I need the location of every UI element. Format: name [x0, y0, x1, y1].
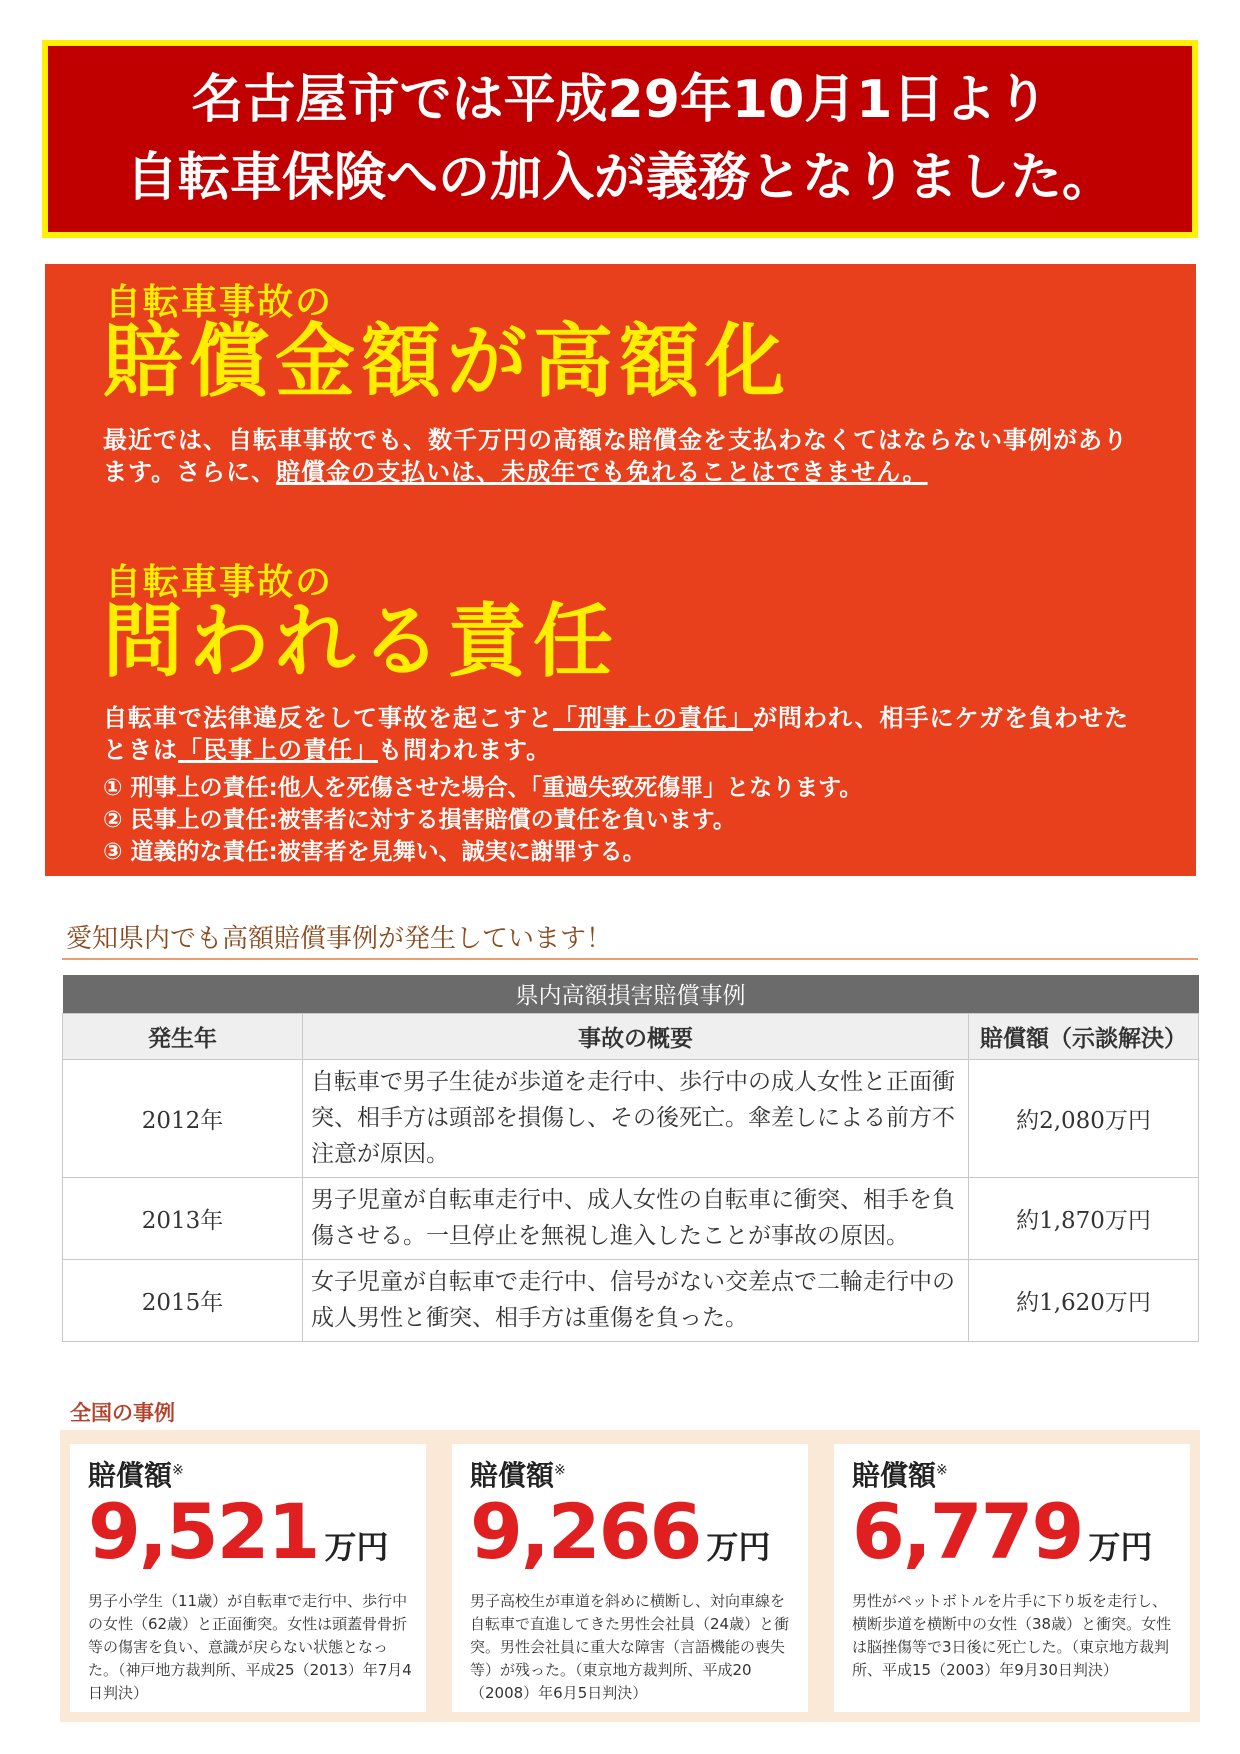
case-description: 男子小学生（11歳）が自転車で走行中、歩行中の女性（62歳）と正面衝突。女性は頭蓋骨骨折等の傷害を負い、意識が戻らない状態となった。（神戸地方裁判所、平成25（2013）年7月4日判決）: [88, 1592, 412, 1702]
case-label-text: 賠償額: [470, 1459, 555, 1492]
table-row: [63, 1059, 1199, 1177]
damages-table: [62, 975, 1199, 1342]
case-amount-unit: 万円: [706, 1528, 771, 1566]
national-cases-title: 全国の事例: [70, 1401, 175, 1425]
row-description: 女子児童が自転車で走行中、信号がない交差点で二輪走行中の成人男性と衝突、相手方は重傷を負った。: [303, 1259, 969, 1341]
paragraph-1-emphasis: 賠償金の支払いは、未成年でも免れることはできません。: [276, 458, 928, 486]
panel-heading-1: 賠償金額が高額化: [103, 315, 791, 408]
responsibility-item-2: ② 民事上の責任:被害者に対する損害賠償の責任を負います。: [103, 807, 736, 833]
criminal-liability-emphasis: 「刑事上の責任」: [553, 704, 753, 732]
section-divider: [62, 958, 1198, 960]
national-cases: [60, 1430, 1200, 1722]
panel-subheading-1: 自転車事故の: [105, 282, 334, 323]
case-amount-value: 9,266: [470, 1487, 701, 1576]
case-description: 男子高校生が車道を斜めに横断し、対向車線を自転車で直進してきた男性会社員（24歳）と衝突。男性会社員に重大な障害（言語機能の喪失等）が残った。（東京地方裁判所、平成20（2008）年6月5日判決）: [470, 1592, 790, 1702]
case-amount: [852, 1487, 1153, 1576]
row-amount: 約2,080万円: [969, 1059, 1199, 1177]
table-row: [63, 1177, 1199, 1259]
civil-liability-emphasis: 「民事上の責任」: [178, 736, 378, 764]
case-amount-unit: 万円: [324, 1528, 389, 1566]
case-amount-value: 6,779: [852, 1487, 1083, 1576]
case-card: [70, 1444, 426, 1712]
table-row: [63, 1259, 1199, 1341]
panel-paragraph-1: [103, 424, 1143, 488]
case-label-text: 賠償額: [88, 1459, 173, 1492]
note-mark: ※: [936, 1462, 948, 1479]
case-card: [834, 1444, 1190, 1712]
row-description: 男子児童が自転車走行中、成人女性の自転車に衝突、相手を負傷させる。一旦停止を無視し進入したことが事故の原因。: [303, 1177, 969, 1259]
row-year: 2012年: [63, 1059, 303, 1177]
case-amount: [470, 1487, 771, 1576]
paragraph-2-text-a: 自転車で法律違反をして事故を起こすと: [103, 704, 553, 732]
row-description: 自転車で男子生徒が歩道を走行中、歩行中の成人女性と正面衝突、相手方は頭部を損傷し、その後死亡。傘差しによる前方不注意が原因。: [303, 1059, 969, 1177]
table-caption: 県内高額損害賠償事例: [63, 975, 1199, 1013]
banner-line-1: 名古屋市では平成29年10月1日より: [191, 70, 1049, 130]
panel-paragraph-2: [103, 702, 1143, 766]
panel-heading-2: 問われる責任: [103, 595, 619, 688]
note-mark: ※: [554, 1462, 566, 1479]
paragraph-1-text: 最近では、自転車事故でも、数千万円の高額な賠償金を支払わなくてはならない事例があります。さらに、: [103, 426, 1128, 486]
info-panel: [45, 264, 1196, 876]
column-header-summary: 事故の概要: [303, 1013, 969, 1059]
responsibility-item-3: ③ 道義的な責任:被害者を見舞い、誠実に謝罪する。: [103, 839, 646, 865]
header-banner: [42, 40, 1198, 238]
paragraph-2-text-c: が問われ、相手にケガを負わせたときは: [103, 704, 1129, 764]
banner-line-2: 自転車保険への加入が義務となりました。: [125, 148, 1114, 208]
row-amount: 約1,620万円: [969, 1259, 1199, 1341]
section-title: 愛知県内でも高額賠償事例が発生しています！: [66, 924, 613, 954]
case-card: [452, 1444, 808, 1712]
case-description: 男性がペットボトルを片手に下り坂を走行し、横断歩道を横断中の女性（38歳）と衝突。女性は脳挫傷等で3日後に死亡した。（東京地方裁判所、平成15（2003）年9月30日判決）: [852, 1592, 1172, 1679]
case-amount-value: 9,521: [88, 1487, 319, 1576]
column-header-year: 発生年: [63, 1013, 303, 1059]
case-amount: [88, 1487, 389, 1576]
note-mark: ※: [172, 1462, 184, 1479]
panel-subheading-2: 自転車事故の: [105, 562, 334, 603]
column-header-amount: 賠償額（示談解決）: [969, 1013, 1199, 1059]
case-amount-unit: 万円: [1088, 1528, 1153, 1566]
paragraph-2-text-e: も問われます。: [378, 736, 552, 764]
case-label-text: 賠償額: [852, 1459, 937, 1492]
row-amount: 約1,870万円: [969, 1177, 1199, 1259]
responsibility-item-1: ① 刑事上の責任:他人を死傷させた場合、「重過失致死傷罪」となります。: [103, 775, 863, 801]
row-year: 2015年: [63, 1259, 303, 1341]
row-year: 2013年: [63, 1177, 303, 1259]
